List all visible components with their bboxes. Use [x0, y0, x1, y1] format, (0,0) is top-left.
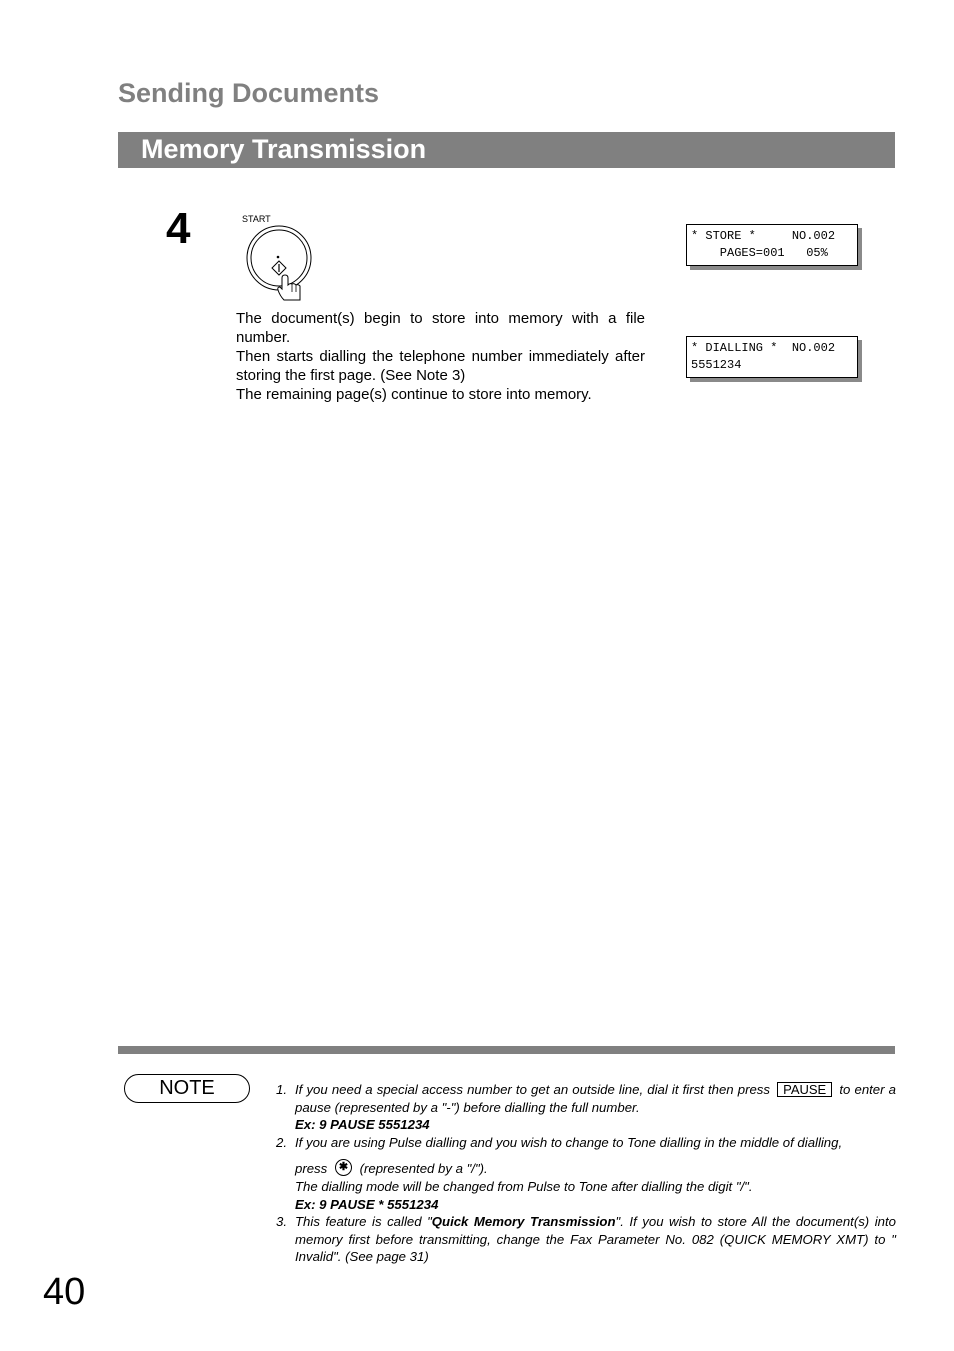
note-text: The dialling mode will be changed from Pulse to Tone after dialling the digit "/".: [295, 1179, 753, 1195]
section-divider: [118, 1046, 895, 1054]
lcd-line: PAGES=001 05%: [691, 246, 828, 260]
note-number: 3.: [276, 1214, 287, 1230]
note-example: Ex: 9 PAUSE 5551234: [295, 1117, 430, 1132]
note-text: to enter a pause (represented by a "-") before dialling the full number.: [295, 1082, 896, 1115]
step-paragraph: The remaining page(s) continue to store into memory.: [236, 386, 592, 403]
feature-name: Quick Memory Transmission: [431, 1214, 616, 1230]
note-number: 2.: [276, 1134, 287, 1150]
step-paragraph: The document(s) begin to store into memory with a file number.: [236, 310, 645, 346]
lcd-line: * DIALLING * NO.002: [691, 341, 836, 355]
page-title-banner: [118, 132, 895, 168]
section-title: Sending Documents: [118, 78, 380, 108]
note-item: [276, 1081, 896, 1134]
star-key-icon: ✱: [335, 1159, 352, 1176]
note-text: ". If you wish to store All the document(s) into memory first before transmitting, change the Fax Parameter No. 082 (QUICK MEMORY XMT) to " Invalid". (See page 31): [295, 1214, 896, 1265]
step-number: 4: [166, 204, 191, 253]
note-text: This feature is called ": [295, 1214, 432, 1230]
page-number: 40: [43, 1271, 86, 1313]
note-text: If you are using Pulse dialling and you wish to change to Tone dialling in the middle of dialling,: [295, 1134, 843, 1150]
pause-key: PAUSE: [777, 1082, 832, 1097]
note-text: If you need a special access number to get an outside line, dial it first then press: [295, 1082, 770, 1097]
notes-list: [276, 1081, 896, 1266]
start-key-label: START: [242, 214, 271, 224]
note-number: 1.: [276, 1082, 287, 1097]
step-paragraph: Then starts dialling the telephone number immediately after storing the first page. (See Note 3): [236, 348, 645, 384]
note-badge: NOTE: [124, 1074, 250, 1103]
note-item: [276, 1134, 896, 1214]
start-button-icon: [240, 212, 320, 304]
lcd-line: * STORE * NO.002: [691, 229, 836, 243]
lcd-display-dialling: [686, 336, 858, 378]
lcd-display-store: [686, 224, 858, 266]
note-example: Ex: 9 PAUSE * 5551234: [295, 1196, 439, 1212]
start-key-illustration: [240, 212, 320, 304]
lcd-line: 5551234: [691, 358, 742, 372]
step-description: [236, 309, 645, 404]
note-text: (represented by a "/").: [359, 1161, 488, 1176]
note-item: [276, 1213, 896, 1266]
page-title: Memory Transmission: [141, 134, 427, 164]
note-text: press: [295, 1161, 328, 1176]
